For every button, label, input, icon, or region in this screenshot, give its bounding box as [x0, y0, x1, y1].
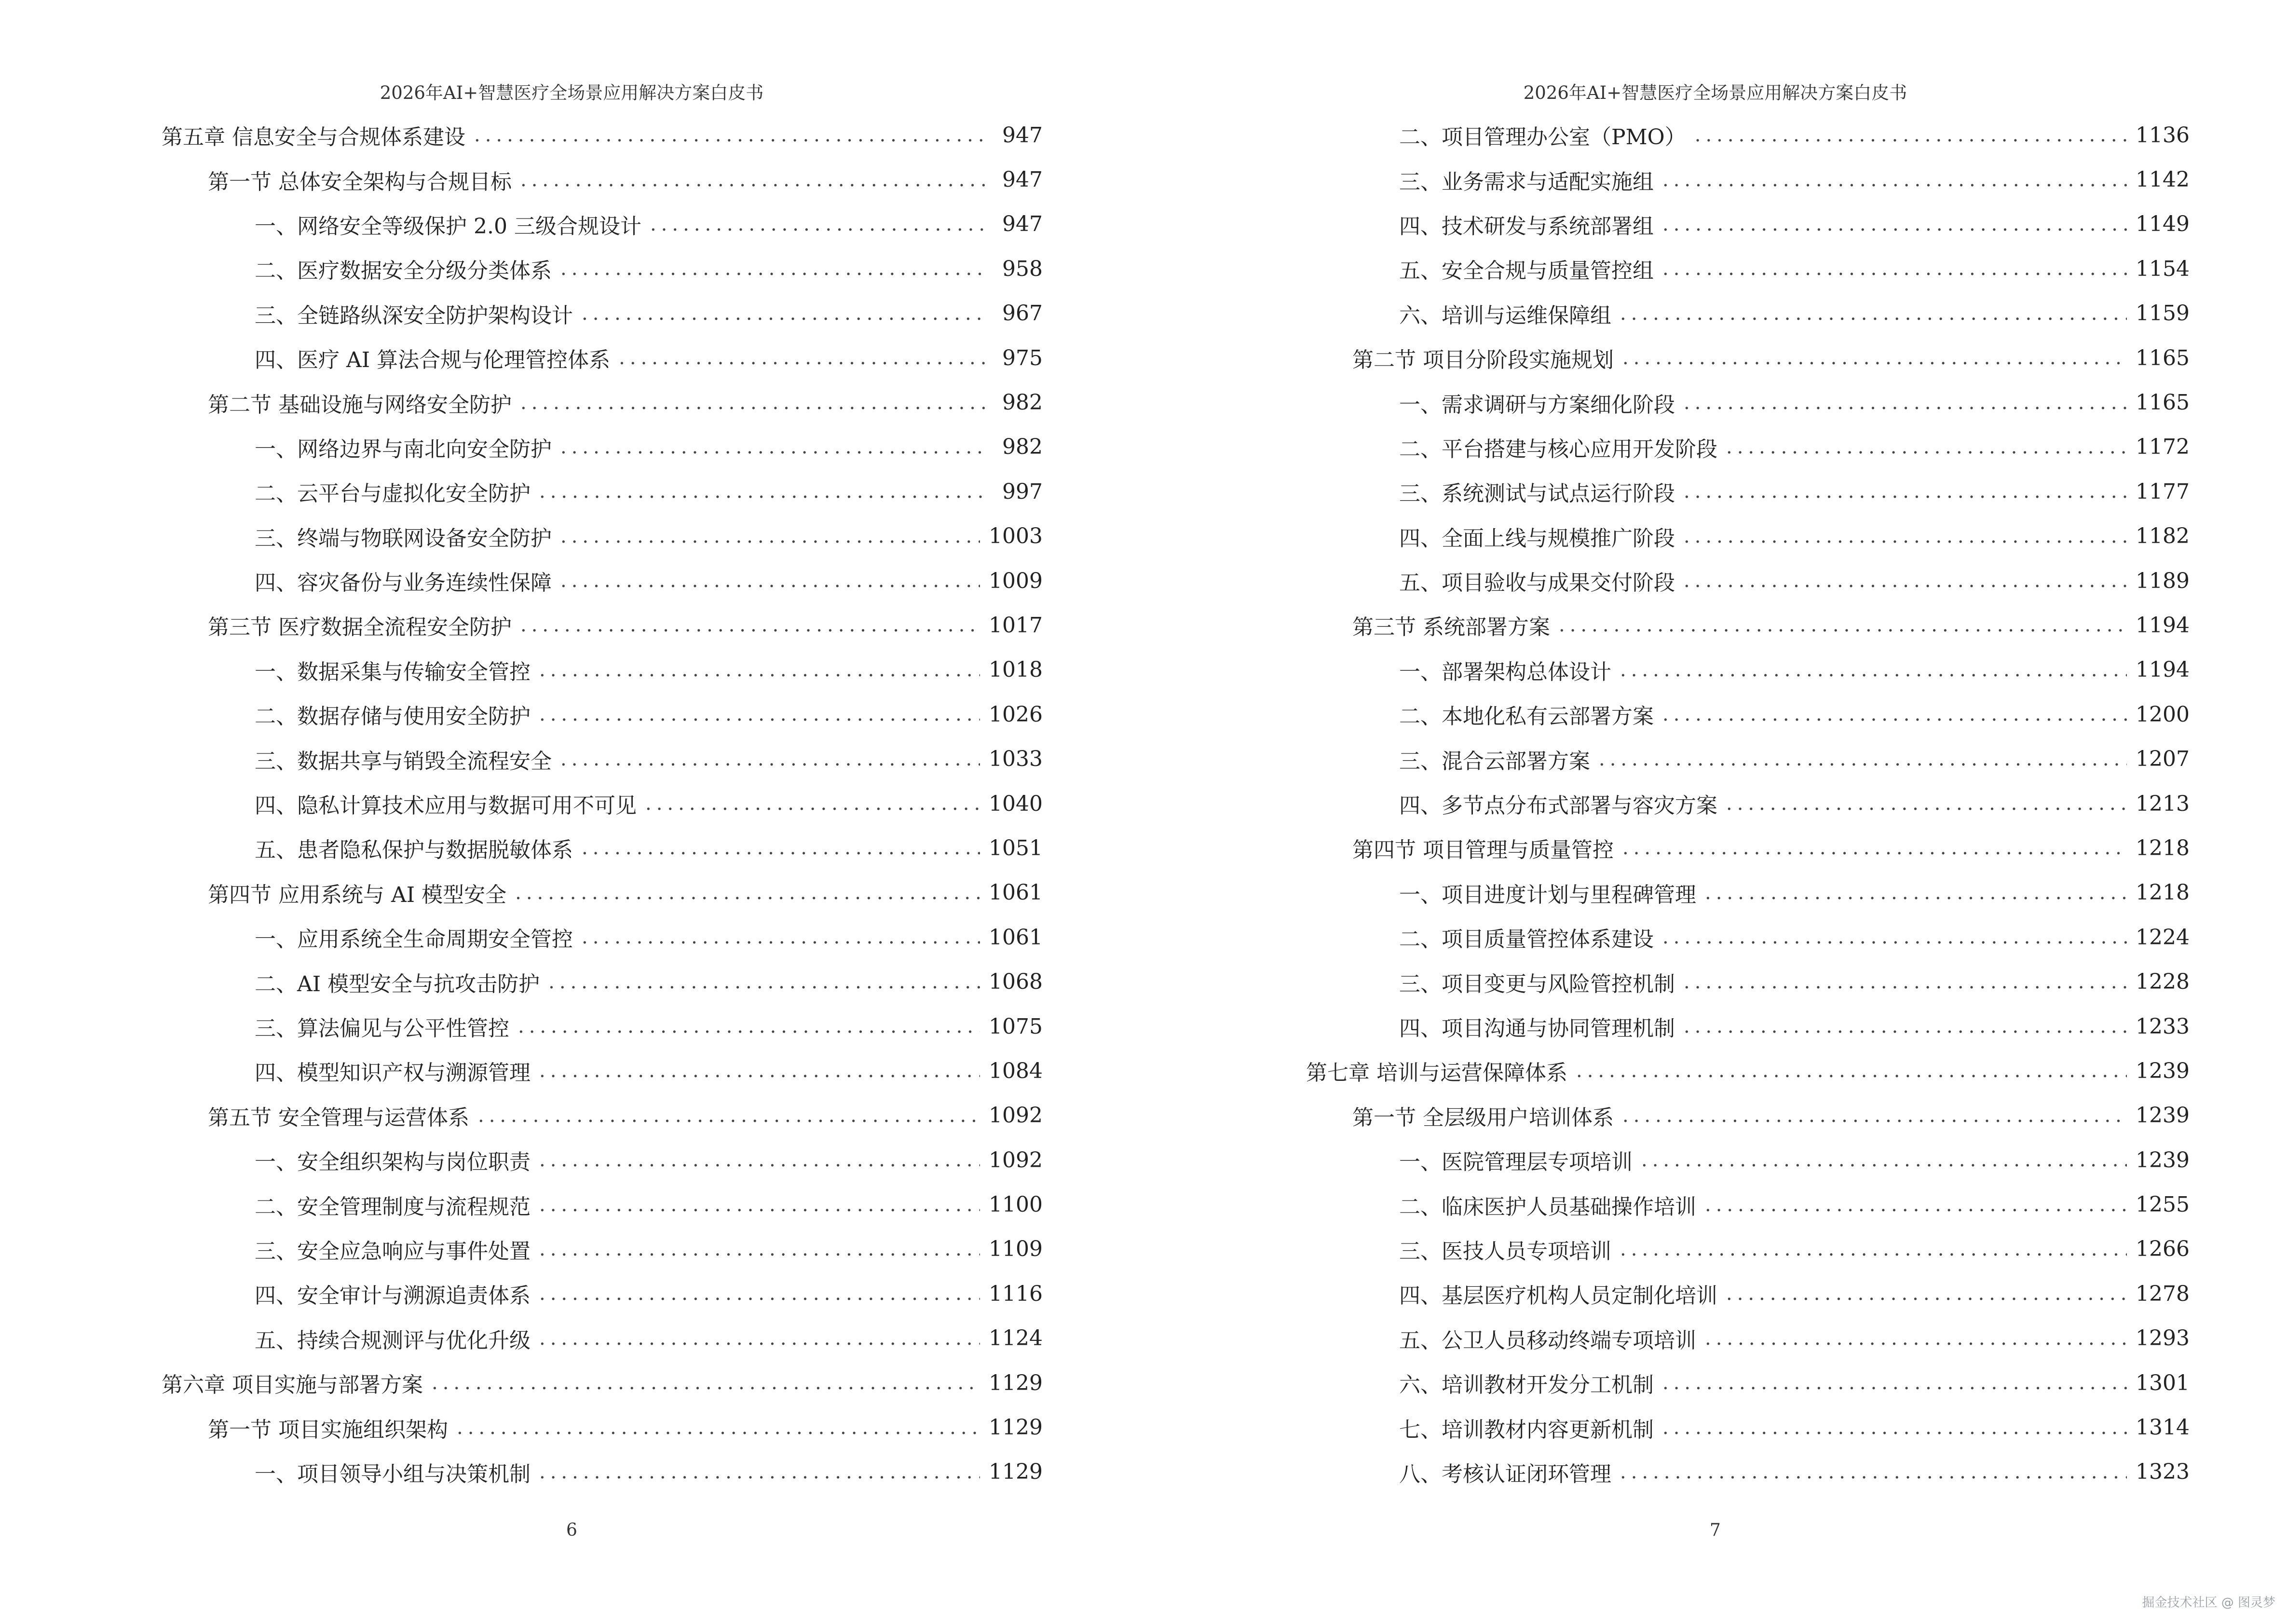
watermark: 掘金技术社区 @ 图灵梦 — [2142, 1596, 2275, 1610]
toc-entry-title: 一、数据采集与传输安全管控 — [255, 659, 531, 684]
toc-entry-title: 五、公卫人员移动终端专项培训 — [1399, 1328, 1696, 1353]
toc-entry-page-number: 1177 — [2136, 479, 2190, 504]
toc-entry-page-number: 1301 — [2136, 1370, 2190, 1395]
toc-leader-dots — [539, 1060, 980, 1082]
toc-leader-dots — [539, 1238, 980, 1260]
toc-entry-page-number: 1224 — [2136, 925, 2190, 950]
toc-entry[interactable] — [162, 781, 1043, 826]
toc-leader-dots — [1726, 1283, 2127, 1305]
toc-entry-page-number: 1124 — [989, 1326, 1043, 1351]
toc-leader-dots — [1641, 1149, 2127, 1171]
toc-entry-title: 四、多节点分布式部署与容灾方案 — [1399, 793, 1717, 819]
toc-entry-title: 二、项目管理办公室（PMO） — [1399, 125, 1686, 150]
toc-entry[interactable] — [162, 202, 1043, 246]
toc-entry-page-number: 1213 — [2136, 791, 2190, 816]
toc-entry-title: 七、培训教材内容更新机制 — [1399, 1417, 1654, 1442]
toc-entry-title: 二、AI 模型安全与抗攻击防护 — [255, 971, 540, 996]
toc-leader-dots — [520, 392, 988, 414]
toc-entry[interactable] — [1306, 692, 2190, 737]
toc-entry-page-number: 1189 — [2136, 568, 2190, 593]
toc-entry[interactable] — [1306, 1049, 2190, 1093]
toc-entry-title: 第一节 全层级用户培训体系 — [1352, 1105, 1614, 1130]
toc-leader-dots — [1620, 302, 2127, 325]
toc-leader-dots — [1662, 703, 2127, 725]
toc-entry-title: 三、安全应急响应与事件处置 — [255, 1239, 531, 1264]
toc-entry-title: 三、全链路纵深安全防护架构设计 — [255, 303, 573, 328]
toc-entry-page-number: 1233 — [2136, 1014, 2190, 1039]
toc-entry[interactable] — [162, 826, 1043, 870]
toc-entry-page-number: 1314 — [2136, 1415, 2190, 1440]
toc-leader-dots — [539, 659, 980, 681]
toc-entry-page-number: 947 — [1002, 212, 1043, 237]
toc-entry[interactable] — [162, 1093, 1043, 1138]
toc-entry-page-number: 1116 — [989, 1281, 1043, 1306]
toc-entry-title: 六、培训教材开发分工机制 — [1399, 1373, 1654, 1398]
toc-leader-dots — [1695, 124, 2127, 146]
toc-entry-title: 一、项目领导小组与决策机制 — [255, 1461, 531, 1487]
toc-entry-title: 第三节 医疗数据全流程安全防护 — [208, 615, 512, 640]
toc-entry-title: 三、医技人员专项培训 — [1399, 1239, 1611, 1264]
toc-entry-page-number: 1136 — [2136, 123, 2190, 148]
toc-entry-page-number: 1129 — [989, 1370, 1043, 1395]
toc-leader-dots — [1559, 614, 2127, 636]
toc-entry-page-number: 1061 — [989, 925, 1043, 950]
page-header: 2026年AI+智慧医疗全场景应用解决方案白皮书 — [1523, 82, 1907, 103]
toc-entry[interactable] — [1306, 291, 2190, 336]
toc-leader-dots — [582, 837, 980, 859]
toc-entry-title: 四、医疗 AI 算法合规与伦理管控体系 — [255, 348, 611, 373]
toc-entry-title: 三、终端与物联网设备安全防护 — [255, 526, 552, 551]
toc-entry-page-number: 982 — [1002, 390, 1043, 415]
toc-entry-title: 五、患者隐私保护与数据脱敏体系 — [255, 838, 573, 863]
toc-entry-page-number: 1129 — [989, 1415, 1043, 1440]
toc-entry-title: 一、项目进度计划与里程碑管理 — [1399, 882, 1696, 907]
toc-entry-page-number: 1159 — [2136, 301, 2190, 326]
toc-entry-title: 三、算法偏见与公平性管控 — [255, 1016, 509, 1041]
toc-leader-dots — [1684, 1015, 2127, 1037]
toc-entry-title: 二、数据存储与使用安全防护 — [255, 704, 531, 729]
toc-entry[interactable] — [162, 514, 1043, 559]
toc-entry-title: 二、项目质量管控体系建设 — [1399, 927, 1654, 952]
toc-entry[interactable] — [1306, 781, 2190, 826]
toc-leader-dots — [539, 1149, 980, 1171]
toc-leader-dots — [1622, 1105, 2127, 1127]
toc-entry-page-number: 1200 — [2136, 702, 2190, 727]
toc-entry-page-number: 1194 — [2136, 613, 2190, 638]
toc-entry-page-number: 1018 — [989, 657, 1043, 682]
toc-entry[interactable] — [162, 692, 1043, 737]
toc-entry-title: 四、全面上线与规模推广阶段 — [1399, 526, 1675, 551]
table-of-contents — [162, 113, 1043, 1494]
toc-entry[interactable] — [1306, 871, 2190, 915]
toc-entry[interactable] — [1306, 648, 2190, 692]
toc-entry-page-number: 975 — [1002, 345, 1043, 370]
toc-entry-page-number: 947 — [1002, 123, 1043, 148]
toc-entry[interactable] — [1306, 915, 2190, 959]
toc-leader-dots — [1622, 347, 2127, 369]
toc-leader-dots — [1684, 971, 2127, 993]
toc-leader-dots — [1684, 480, 2127, 503]
toc-entry[interactable] — [162, 871, 1043, 915]
table-of-contents — [1306, 113, 2190, 1494]
toc-entry[interactable] — [162, 425, 1043, 469]
toc-entry-title: 第六章 项目实施与部署方案 — [162, 1373, 423, 1398]
toc-leader-dots — [515, 882, 980, 904]
toc-entry-page-number: 1026 — [989, 702, 1043, 727]
toc-leader-dots — [1684, 392, 2127, 414]
toc-entry[interactable] — [1306, 826, 2190, 870]
toc-entry[interactable] — [1306, 603, 2190, 647]
toc-entry-title: 三、混合云部署方案 — [1399, 749, 1590, 774]
toc-entry-page-number: 1092 — [989, 1103, 1043, 1128]
toc-entry[interactable] — [1306, 1316, 2190, 1361]
toc-leader-dots — [1620, 1238, 2127, 1260]
toc-entry-title: 第三节 系统部署方案 — [1352, 615, 1550, 640]
toc-entry[interactable] — [1306, 336, 2190, 380]
toc-leader-dots — [582, 302, 988, 325]
toc-entry-page-number: 1218 — [2136, 880, 2190, 905]
toc-entry[interactable] — [162, 336, 1043, 380]
toc-entry-page-number: 1228 — [2136, 969, 2190, 995]
toc-entry-title: 四、安全审计与溯源追责体系 — [255, 1283, 531, 1309]
toc-leader-dots — [582, 926, 980, 948]
toc-entry-page-number: 1040 — [989, 791, 1043, 816]
toc-leader-dots — [650, 213, 988, 235]
toc-leader-dots — [1684, 570, 2127, 592]
toc-entry[interactable] — [162, 915, 1043, 959]
toc-entry[interactable] — [162, 1004, 1043, 1049]
toc-entry-page-number: 1172 — [2136, 435, 2190, 460]
toc-entry-page-number: 1109 — [989, 1237, 1043, 1262]
toc-leader-dots — [1662, 1417, 2127, 1439]
toc-leader-dots — [1662, 1372, 2127, 1394]
toc-entry-page-number: 1194 — [2136, 657, 2190, 682]
toc-leader-dots — [645, 792, 980, 815]
toc-entry-page-number: 997 — [1002, 479, 1043, 504]
toc-entry-page-number: 1154 — [2136, 256, 2190, 281]
toc-leader-dots — [1684, 525, 2127, 547]
toc-entry[interactable] — [1306, 1405, 2190, 1449]
toc-entry[interactable] — [162, 559, 1043, 603]
toc-leader-dots — [539, 1461, 980, 1483]
toc-entry-title: 一、网络安全等级保护 2.0 三级合规设计 — [255, 214, 641, 239]
toc-entry-title: 第四节 应用系统与 AI 模型安全 — [208, 882, 507, 907]
toc-leader-dots — [539, 1283, 980, 1305]
toc-entry[interactable] — [1306, 113, 2190, 157]
toc-entry[interactable] — [162, 1182, 1043, 1227]
toc-leader-dots — [1620, 1461, 2127, 1483]
toc-leader-dots — [1599, 748, 2127, 770]
toc-entry-title: 二、云平台与虚拟化安全防护 — [255, 481, 531, 506]
page-number: 7 — [1710, 1520, 1721, 1540]
toc-entry-page-number: 1084 — [989, 1058, 1043, 1083]
toc-entry-title: 第一节 项目实施组织架构 — [208, 1417, 448, 1442]
toc-entry[interactable] — [1306, 1271, 2190, 1316]
toc-entry-title: 二、本地化私有云部署方案 — [1399, 704, 1654, 729]
toc-entry-title: 一、安全组织架构与岗位职责 — [255, 1150, 531, 1175]
toc-entry-page-number: 1003 — [989, 524, 1043, 549]
page-header: 2026年AI+智慧医疗全场景应用解决方案白皮书 — [380, 82, 764, 103]
toc-entry-page-number: 1142 — [2136, 167, 2190, 192]
toc-entry-page-number: 982 — [1002, 435, 1043, 460]
toc-entry[interactable] — [162, 1271, 1043, 1316]
toc-entry-title: 二、医疗数据安全分级分类体系 — [255, 259, 552, 284]
toc-entry[interactable] — [162, 603, 1043, 647]
toc-entry[interactable] — [162, 1049, 1043, 1093]
toc-leader-dots — [539, 703, 980, 725]
toc-entry-title: 四、隐私计算技术应用与数据可用不可见 — [255, 793, 637, 819]
toc-entry[interactable] — [1306, 246, 2190, 291]
toc-entry-title: 八、考核认证闭环管理 — [1399, 1461, 1611, 1487]
toc-entry[interactable] — [1306, 1004, 2190, 1049]
toc-entry-page-number: 1129 — [989, 1460, 1043, 1485]
toc-entry[interactable] — [162, 737, 1043, 781]
toc-leader-dots — [478, 1105, 980, 1127]
toc-entry-title: 四、基层医疗机构人员定制化培训 — [1399, 1283, 1717, 1309]
toc-leader-dots — [560, 570, 980, 592]
right-page — [1144, 0, 2287, 1624]
toc-entry-title: 一、网络边界与南北向安全防护 — [255, 437, 552, 462]
toc-entry-title: 三、业务需求与适配实施组 — [1399, 169, 1654, 194]
toc-entry[interactable] — [162, 1138, 1043, 1182]
toc-entry-page-number: 1061 — [989, 880, 1043, 905]
toc-entry[interactable] — [162, 291, 1043, 336]
toc-entry[interactable] — [162, 648, 1043, 692]
toc-leader-dots — [474, 124, 988, 146]
toc-entry-title: 二、临床医护人员基础操作培训 — [1399, 1194, 1696, 1219]
toc-leader-dots — [619, 347, 988, 369]
toc-leader-dots — [560, 748, 980, 770]
toc-leader-dots — [539, 480, 988, 503]
toc-entry-page-number: 958 — [1002, 256, 1043, 281]
toc-entry[interactable] — [1306, 1227, 2190, 1271]
toc-leader-dots — [457, 1417, 980, 1439]
toc-leader-dots — [1622, 837, 2127, 859]
toc-entry-title: 二、平台搭建与核心应用开发阶段 — [1399, 437, 1717, 462]
toc-entry-title: 第七章 培训与运营保障体系 — [1306, 1061, 1567, 1086]
toc-entry-title: 一、医院管理层专项培训 — [1399, 1150, 1633, 1175]
toc-entry-page-number: 1239 — [2136, 1147, 2190, 1173]
toc-leader-dots — [1705, 1327, 2127, 1350]
toc-entry-title: 一、应用系统全生命周期安全管控 — [255, 927, 573, 952]
toc-entry[interactable] — [1306, 425, 2190, 469]
toc-entry-page-number: 1009 — [989, 568, 1043, 593]
toc-entry-title: 五、项目验收与成果交付阶段 — [1399, 571, 1675, 596]
toc-entry[interactable] — [162, 959, 1043, 1004]
toc-leader-dots — [560, 525, 980, 547]
toc-entry-page-number: 1278 — [2136, 1281, 2190, 1306]
toc-entry-page-number: 1239 — [2136, 1103, 2190, 1128]
toc-entry-page-number: 1218 — [2136, 835, 2190, 860]
toc-entry[interactable] — [1306, 202, 2190, 246]
toc-entry-page-number: 947 — [1002, 167, 1043, 192]
toc-entry-title: 第二节 项目分阶段实施规划 — [1352, 348, 1614, 373]
toc-entry-title: 一、部署架构总体设计 — [1399, 659, 1611, 684]
toc-leader-dots — [1726, 792, 2127, 815]
toc-entry-page-number: 967 — [1002, 301, 1043, 326]
toc-entry[interactable] — [1306, 959, 2190, 1004]
toc-entry[interactable] — [162, 1405, 1043, 1449]
toc-entry-page-number: 1068 — [989, 969, 1043, 995]
toc-entry[interactable] — [1306, 1450, 2190, 1494]
toc-leader-dots — [560, 258, 988, 280]
toc-entry-title: 一、需求调研与方案细化阶段 — [1399, 392, 1675, 417]
toc-leader-dots — [539, 1327, 980, 1350]
toc-leader-dots — [560, 436, 988, 458]
toc-leader-dots — [1576, 1060, 2127, 1082]
toc-entry-title: 第二节 基础设施与网络安全防护 — [208, 392, 512, 417]
toc-entry[interactable] — [162, 246, 1043, 291]
toc-entry[interactable] — [1306, 157, 2190, 202]
toc-entry-page-number: 1033 — [989, 747, 1043, 772]
toc-leader-dots — [1620, 659, 2127, 681]
toc-leader-dots — [539, 1194, 980, 1216]
toc-entry-page-number: 1051 — [989, 835, 1043, 860]
toc-entry-title: 三、项目变更与风险管控机制 — [1399, 971, 1675, 996]
toc-entry-page-number: 1207 — [2136, 747, 2190, 772]
toc-leader-dots — [1662, 926, 2127, 948]
toc-leader-dots — [1662, 169, 2127, 191]
toc-entry[interactable] — [162, 113, 1043, 157]
toc-entry-title: 三、数据共享与销毁全流程安全 — [255, 749, 552, 774]
toc-entry-page-number: 1092 — [989, 1147, 1043, 1173]
toc-entry-page-number: 1266 — [2136, 1237, 2190, 1262]
toc-entry-page-number: 1255 — [2136, 1192, 2190, 1217]
toc-leader-dots — [1705, 882, 2127, 904]
toc-entry-page-number: 1323 — [2136, 1460, 2190, 1485]
toc-entry-title: 四、模型知识产权与溯源管理 — [255, 1061, 531, 1086]
toc-entry[interactable] — [162, 157, 1043, 202]
toc-entry-page-number: 1239 — [2136, 1058, 2190, 1083]
toc-entry[interactable] — [162, 1227, 1043, 1271]
toc-entry-page-number: 1017 — [989, 613, 1043, 638]
toc-entry-title: 六、培训与运维保障组 — [1399, 303, 1611, 328]
toc-entry-title: 二、安全管理制度与流程规范 — [255, 1194, 531, 1219]
toc-entry[interactable] — [1306, 1182, 2190, 1227]
toc-entry-page-number: 1293 — [2136, 1326, 2190, 1351]
toc-leader-dots — [520, 169, 988, 191]
toc-entry-page-number: 1149 — [2136, 212, 2190, 237]
toc-entry[interactable] — [162, 380, 1043, 424]
toc-entry[interactable] — [162, 1450, 1043, 1494]
toc-leader-dots — [518, 1015, 980, 1037]
toc-entry[interactable] — [1306, 737, 2190, 781]
toc-entry[interactable] — [162, 1361, 1043, 1405]
toc-entry-title: 第一节 总体安全架构与合规目标 — [208, 169, 512, 194]
toc-entry-title: 第五章 信息安全与合规体系建设 — [162, 125, 465, 150]
toc-entry[interactable] — [1306, 1138, 2190, 1182]
toc-entry-title: 第四节 项目管理与质量管控 — [1352, 838, 1614, 863]
toc-entry-page-number: 1182 — [2136, 524, 2190, 549]
toc-entry-title: 四、技术研发与系统部署组 — [1399, 214, 1654, 239]
page-number: 6 — [566, 1520, 577, 1540]
toc-entry-title: 四、容灾备份与业务连续性保障 — [255, 571, 552, 596]
toc-entry[interactable] — [1306, 1361, 2190, 1405]
toc-leader-dots — [1726, 436, 2127, 458]
toc-entry[interactable] — [1306, 469, 2190, 514]
toc-leader-dots — [432, 1372, 980, 1394]
toc-entry[interactable] — [1306, 380, 2190, 424]
toc-entry-title: 五、安全合规与质量管控组 — [1399, 259, 1654, 284]
toc-entry-page-number: 1165 — [2136, 345, 2190, 370]
toc-entry-title: 第五节 安全管理与运营体系 — [208, 1105, 469, 1130]
toc-entry-title: 三、系统测试与试点运行阶段 — [1399, 481, 1675, 506]
toc-entry[interactable] — [162, 1316, 1043, 1361]
toc-entry[interactable] — [1306, 559, 2190, 603]
toc-entry-title: 五、持续合规测评与优化升级 — [255, 1328, 531, 1353]
toc-leader-dots — [1705, 1194, 2127, 1216]
toc-leader-dots — [1662, 258, 2127, 280]
toc-entry[interactable] — [1306, 514, 2190, 559]
toc-entry-page-number: 1100 — [989, 1192, 1043, 1217]
toc-entry[interactable] — [162, 469, 1043, 514]
toc-entry[interactable] — [1306, 1093, 2190, 1138]
toc-entry-title: 四、项目沟通与协同管理机制 — [1399, 1016, 1675, 1041]
toc-entry-page-number: 1165 — [2136, 390, 2190, 415]
toc-entry-page-number: 1075 — [989, 1014, 1043, 1039]
toc-leader-dots — [548, 971, 980, 993]
toc-leader-dots — [520, 614, 980, 636]
toc-leader-dots — [1662, 213, 2127, 235]
